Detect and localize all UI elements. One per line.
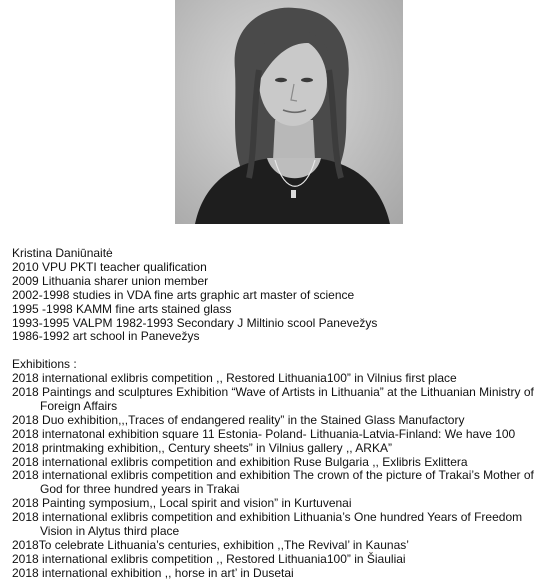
exhibition-item: 2018 printmaking exhibition,, Century sheets” in Vilnius gallery ,, ARKA”: [12, 440, 392, 455]
exhibition-item: 2018 Duo exhibition,,,Traces of endangered reality” in the Stained Glass Manufactory: [12, 412, 465, 427]
exhibition-item: 2018 Painting symposium,, Local spirit and vision” in Kurtuvenai: [12, 496, 352, 511]
exhibition-item: 2018 internatonal exhibition square 11 Estonia- Poland- Lithuania-Latvia-Finland: We have 100: [12, 426, 516, 441]
education-item: 2009 Lithuania sharer union member: [12, 273, 209, 288]
education-item: 1993-1995 VALPM 1982-1993 Secondary J Miltinio scool Panevežys: [12, 315, 378, 330]
education-item: 2002-1998 studies in VDA fine arts graphic art master of science: [12, 287, 355, 302]
exhibition-item: 2018 international exlibris competition and exhibition Lithuania’s One hundred Years of Freedom Vision in Alytus third place: [12, 510, 523, 539]
portrait-illustration: [175, 0, 403, 224]
artist-name: Kristina Daniūnaitė: [12, 246, 113, 260]
exhibition-item: 2018 international exlibris competition and exhibition Ruse Bulgaria ,, Exlibris Exlittera: [12, 454, 468, 469]
exhibition-item: 2018To celebrate Lithuania’s centuries, exhibition ,,The Revival’ in Kaunas’: [12, 538, 409, 553]
education-item: 1986-1992 art school in Panevežys: [12, 329, 200, 344]
education-item: 1995 -1998 KAMM fine arts stained glass: [12, 301, 232, 316]
exhibition-item: 2018 international exlibris competition ,, Restored Lithuania100” in Šiauliai: [12, 551, 406, 566]
exhibitions-heading: Exhibitions :: [12, 357, 77, 372]
exhibition-item: 2018 international exlibris competition ,, Restored Lithuania100” in Vilnius first place: [12, 371, 457, 386]
section-spacer: [12, 344, 542, 358]
artist-portrait: [175, 0, 403, 224]
exhibition-item: 2018 international exhibition ,, horse in art’ in Dusetai: [12, 565, 294, 580]
exhibition-item: 2018 international exlibris competition and exhibition The crown of the picture of Trakai’s Mother of God for three hundred years in Trakai: [12, 468, 534, 497]
exhibition-item: 2018 Paintings and sculptures Exhibition “Wave of Artists in Lithuania” at the Lithuanian Ministry of Foreign Affairs: [12, 385, 534, 413]
artist-bio: [12, 247, 542, 581]
education-item: 2010 VPU PKTI teacher qualification: [12, 259, 207, 274]
